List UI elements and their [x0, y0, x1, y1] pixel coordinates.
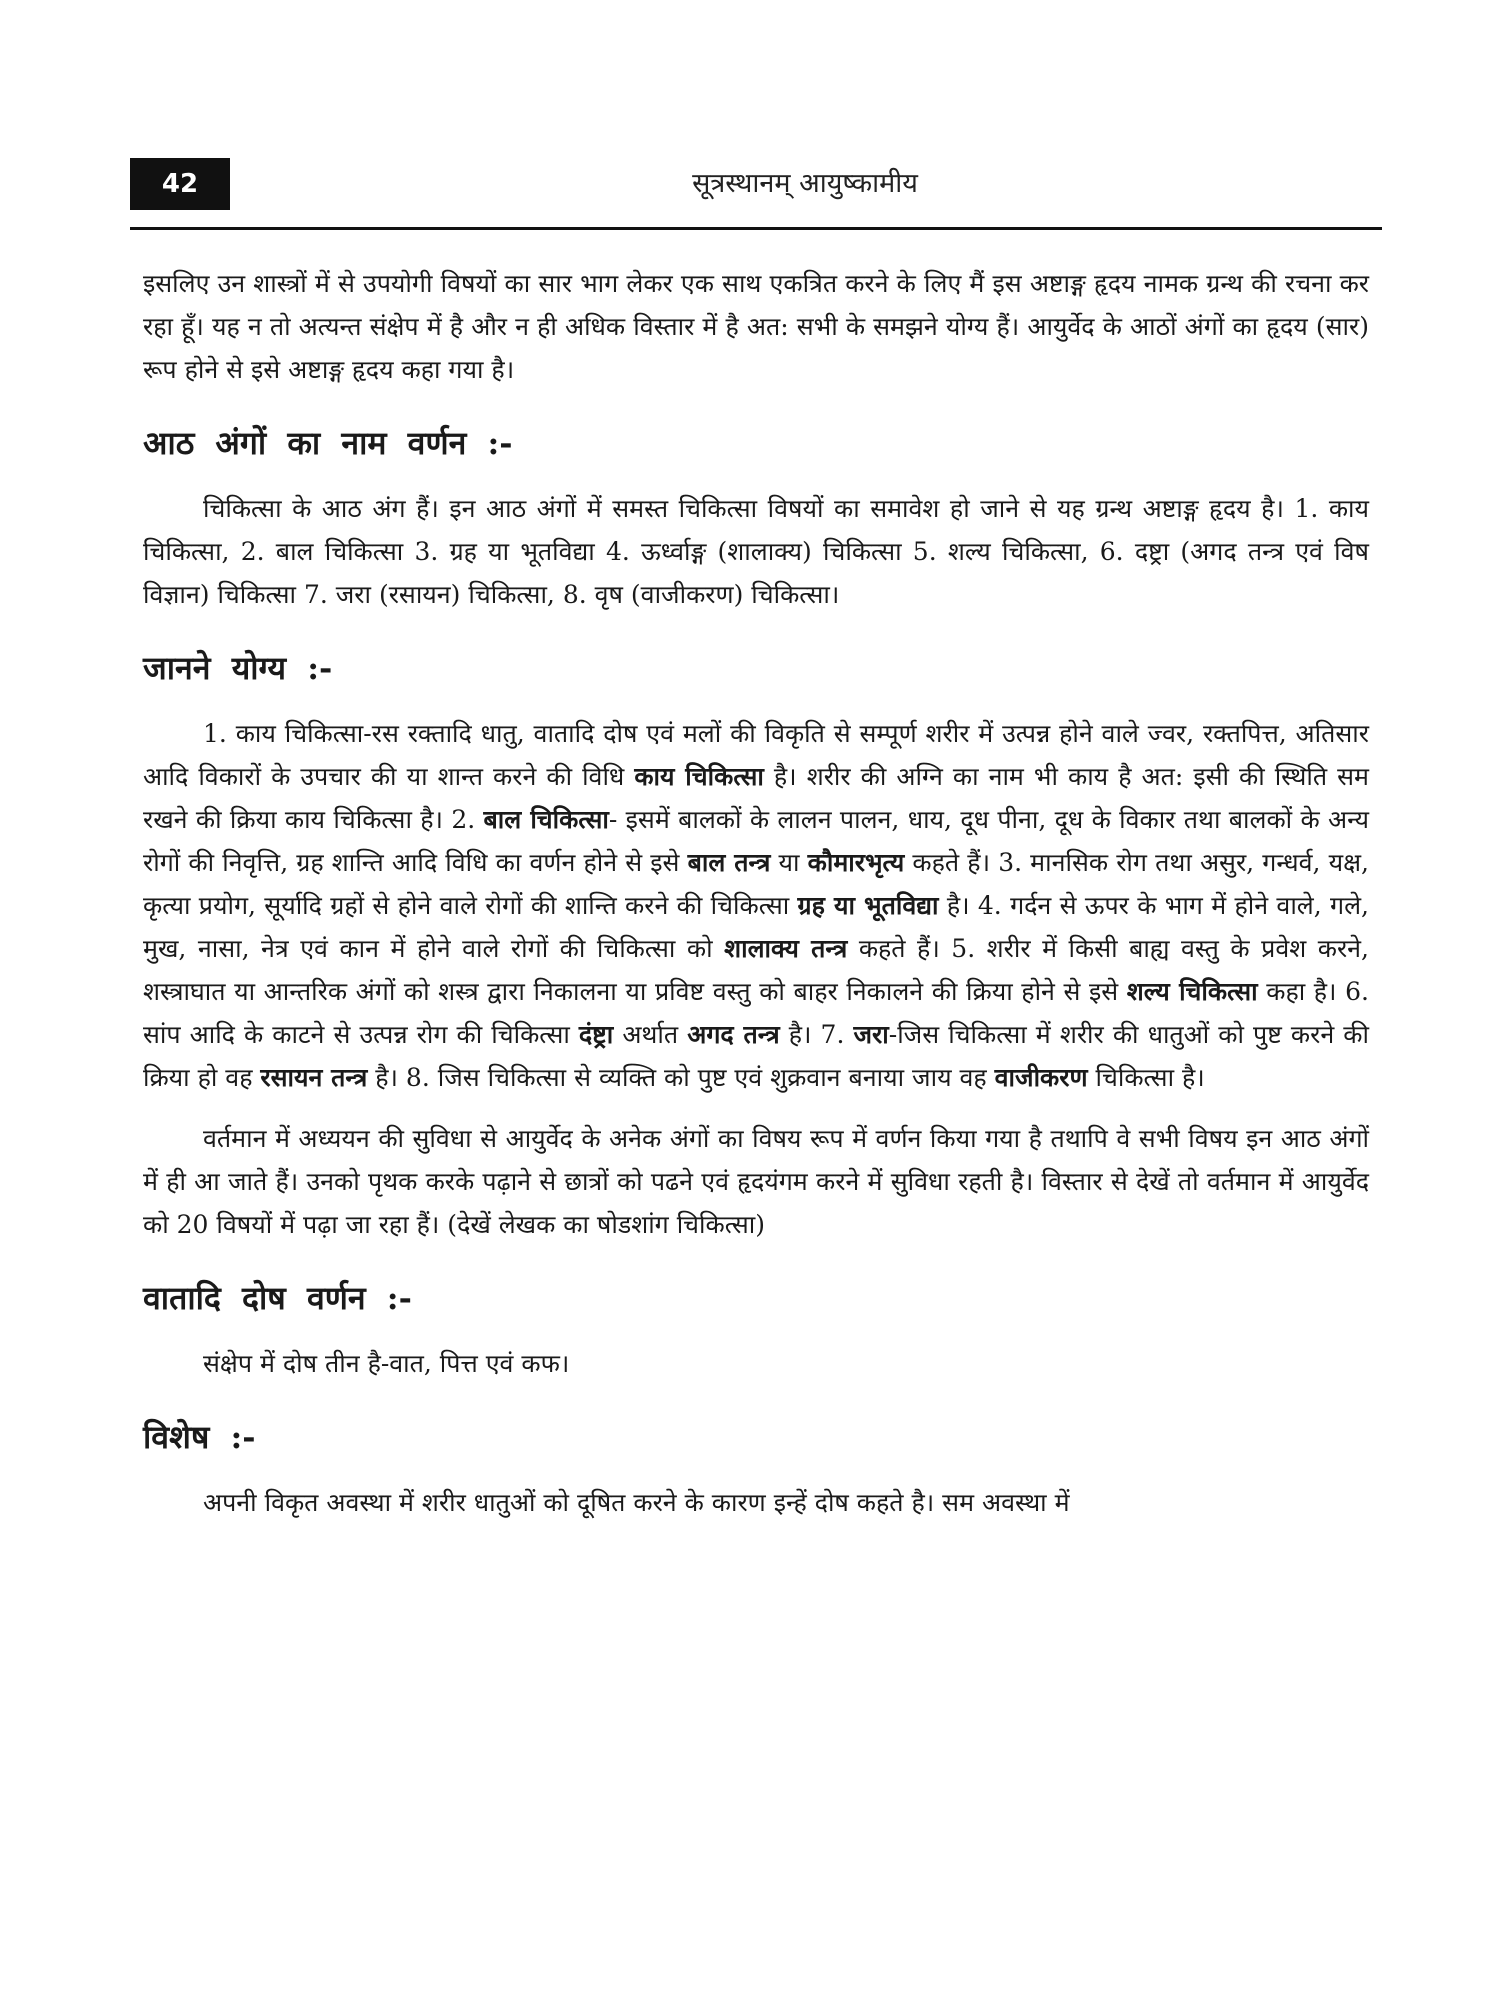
bold-term: रसायन तन्त्र: [260, 1063, 368, 1092]
text-run: या: [770, 848, 808, 877]
bold-term: बाल तन्त्र: [687, 848, 771, 877]
text-run: 1. काय चिकित्सा-रस रक्तादि धातु, वातादि दोष एवं मलों की विकृति से सम्पूर्ण शरीर में उत्पन्न होने वाले ज्वर, रक्तपित्त, अतिसार आदि विकारों के उपचार की या शान्त करने की विधि: [143, 719, 1369, 791]
bold-term: बाल चिकित्सा: [483, 805, 609, 834]
bold-term: वाजीकरण: [994, 1063, 1088, 1092]
text-run: है। 4. गर्दन से ऊपर के भाग में होने वाले, गले, मुख, नासा, नेत्र एवं कान में होने वाले रोगों की चिकित्सा को: [143, 891, 1369, 963]
section-heading-special: विशेष :-: [143, 1418, 256, 1456]
bold-term: जरा: [853, 1020, 889, 1049]
eight-limbs-paragraph: चिकित्सा के आठ अंग हैं। इन आठ अंगों में समस्त चिकित्सा विषयों का समावेश हो जाने से यह ग्रन्थ अष्टाङ्ग हृदय है। 1. काय चिकित्सा, 2. बाल चिकित्सा 3. ग्रह या भूतविद्या 4. ऊर्ध्वाङ्ग (शालाक्य) चिकित्सा 5. शल्य चिकित्सा, 6. दष्ट्रा (अगद तन्त्र एवं विष विज्ञान) चिकित्सा 7. जरा (रसायन) चिकित्सा, 8. वृष (वाजीकरण) चिकित्सा।: [143, 494, 1369, 609]
bold-term: कौमारभृत्य: [807, 848, 905, 877]
bold-term: दंष्ट्रा: [578, 1020, 614, 1049]
bold-term: शालाक्य तन्त्र: [724, 934, 848, 963]
current-study-paragraph: वर्तमान में अध्ययन की सुविधा से आयुर्वेद के अनेक अंगों का विषय रूप में वर्णन किया गया है तथापि वे सभी विषय इन आठ अंगों में ही आ जाते हैं। उनको पृथक करके पढ़ाने से छात्रों को पढने एवं हृदयंगम करने में सुविधा रहती है। विस्तार से देखें तो वर्तमान में आयुर्वेद को 20 विषयों में पढ़ा जा रहा हैं। (देखें लेखक का षोडशांग चिकित्सा): [143, 1124, 1369, 1239]
text-run: है। शरीर की अग्नि का नाम भी काय है अत: इसी की स्थिति सम रखने की क्रिया काय चिकित्सा है। 2.: [143, 762, 1369, 834]
text-run: है। 7.: [779, 1020, 854, 1049]
text-run: कहते हैं। 5. शरीर में किसी बाह्य वस्तु के प्रवेश करने, शस्त्राघात या आन्तरिक अंगों को शस्त्र द्वारा निकालना या प्रविष्ट वस्तु को बाहर निकालने की क्रिया होने से इसे: [143, 934, 1369, 1006]
section-heading-worth-knowing: जानने योग्य :-: [143, 649, 333, 687]
section-heading-eight-limbs: आठ अंगों का नाम वर्णन :-: [143, 424, 513, 462]
text-run: - इसमें बालकों के लालन पालन, धाय, दूध पीना, दूध के विकार तथा बालकों के अन्य रोगों की निवृत्ति, ग्रह शान्ति आदि विधि का वर्णन होने से इसे: [143, 805, 1369, 877]
text-run: -जिस चिकित्सा में शरीर की धातुओं को पुष्ट करने की क्रिया हो वह: [143, 1020, 1369, 1092]
page-body: [143, 262, 1369, 1524]
text-run: है। 8. जिस चिकित्सा से व्यक्ति को पुष्ट एवं शुक्रवान बनाया जाय वह: [367, 1063, 995, 1092]
text-run: कहा है। 6. सांप आदि के काटने से उत्पन्न रोग की चिकित्सा: [143, 977, 1369, 1049]
text-run: कहते हैं। 3. मानसिक रोग तथा असुर, गन्धर्व, यक्ष, कृत्या प्रयोग, सूर्यादि ग्रहों से होने वाले रोगों की शान्ति करने की चिकित्सा: [143, 848, 1370, 920]
bold-term: ग्रह या भूतविद्या: [797, 891, 939, 920]
running-title: सूत्रस्थानम् आयुष्कामीय: [692, 168, 918, 199]
page-number: 42: [130, 158, 230, 210]
doshas-paragraph: संक्षेप में दोष तीन है-वात, पित्त एवं कफ।: [203, 1349, 570, 1378]
text-run: अर्थात: [613, 1020, 688, 1049]
bold-term: काय चिकित्सा: [634, 762, 764, 791]
section-heading-doshas: वातादि दोष वर्णन :-: [143, 1279, 412, 1317]
header-rule: [130, 227, 1382, 230]
text-run: चिकित्सा है।: [1087, 1063, 1205, 1092]
worth-knowing-paragraph: [143, 712, 1369, 1099]
bold-term: शल्य चिकित्सा: [1126, 977, 1258, 1006]
bold-term: अगद तन्त्र: [687, 1020, 780, 1049]
special-paragraph: अपनी विकृत अवस्था में शरीर धातुओं को दूषित करने के कारण इन्हें दोष कहते है। सम अवस्था में: [203, 1488, 1070, 1517]
intro-paragraph: इसलिए उन शास्त्रों में से उपयोगी विषयों का सार भाग लेकर एक साथ एकत्रित करने के लिए मैं इस अष्टाङ्ग हृदय नामक ग्रन्थ की रचना कर रहा हूँ। यह न तो अत्यन्त संक्षेप में है और न ही अधिक विस्तार में है अत: सभी के समझने योग्य हैं। आयुर्वेद के आठों अंगों का हृदय (सार) रूप होने से इसे अष्टाङ्ग हृदय कहा गया है।: [143, 269, 1369, 384]
